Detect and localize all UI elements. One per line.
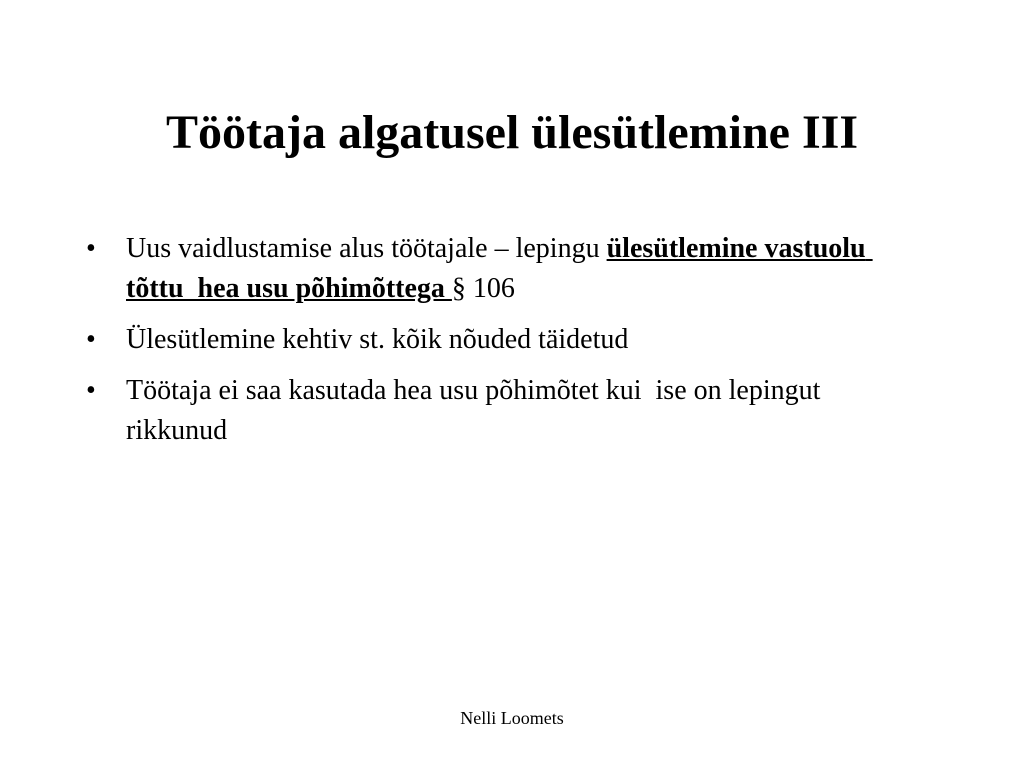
bullet-item-2 (86, 320, 916, 360)
bullet-icon: • (86, 324, 96, 355)
bullet-list (86, 229, 916, 462)
bullet-3-text: Töötaja ei saa kasutada hea usu põhimõtet kui ise on lepingut rikkunud (126, 375, 828, 446)
slide-title: Töötaja algatusel ülesütlemine III (165, 106, 858, 159)
bullet-2-text: Ülesütlemine kehtiv st. kõik nõuded täidetud (126, 324, 629, 355)
bullet-1-emphasis-text: ülesütlemine vastuolu tõttu hea usu põhimõttega (126, 233, 873, 304)
bullet-1-trail-text: § 106 (451, 273, 515, 304)
bullet-icon: • (86, 233, 96, 264)
bullet-item-1 (86, 229, 916, 309)
slide-footer-author: Nelli Loomets (460, 708, 564, 728)
bullet-icon: • (86, 375, 96, 406)
bullet-item-3 (86, 371, 916, 451)
bullet-1-lead-text: Uus vaidlustamise alus töötajale – lepingu (126, 233, 607, 264)
